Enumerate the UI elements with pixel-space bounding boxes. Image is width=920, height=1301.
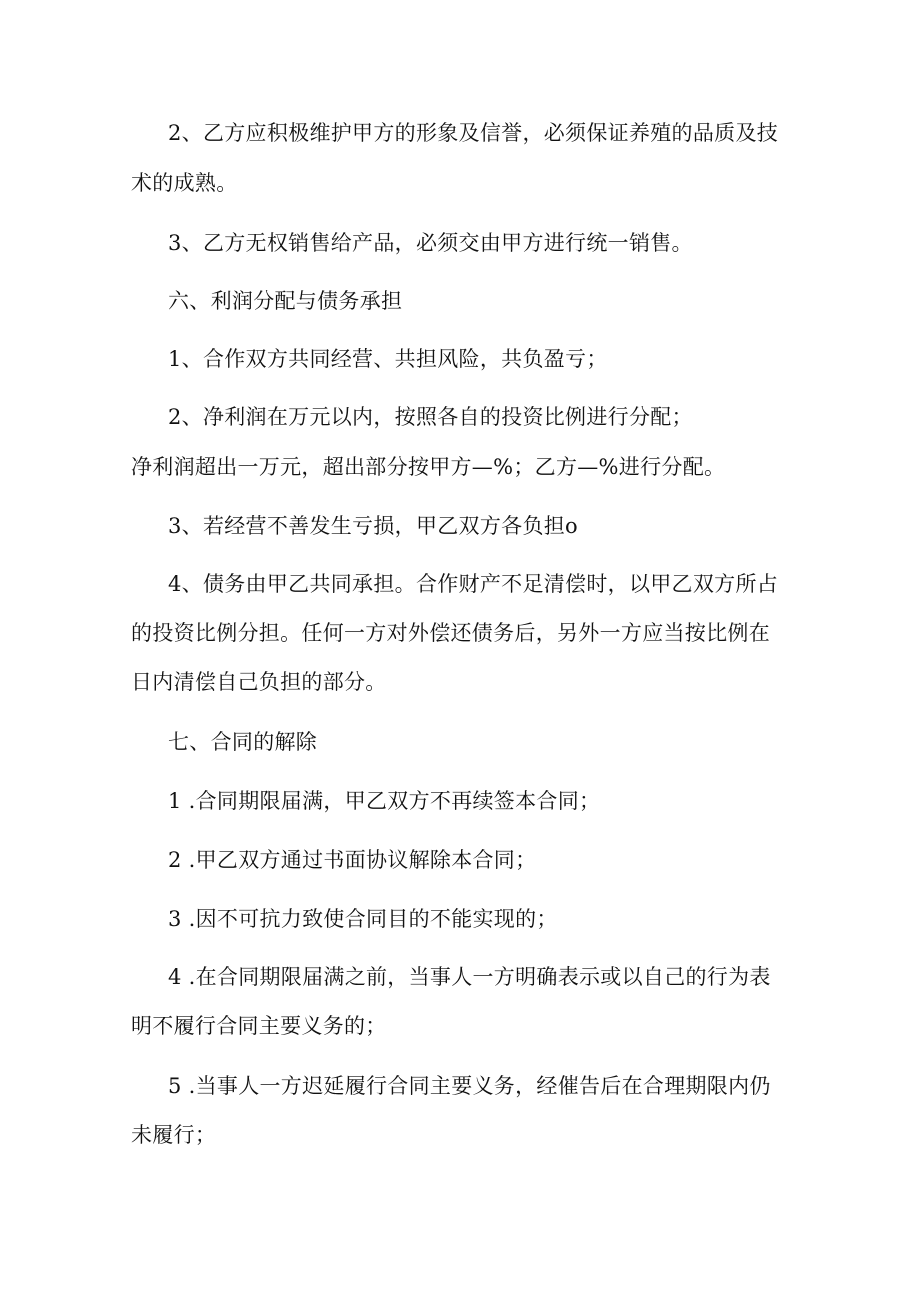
text-line: 3、乙方无权销售给产品，必须交由甲方进行统一销售。 [168,231,693,255]
text-line: 4、债务由甲乙共同承担。合作财产不足清偿时，以甲乙双方所占 [168,572,779,596]
text-line: 净利润超出一万元，超出部分按甲方—%；乙方—%进行分配。 [131,455,726,479]
text-line: 4 .在合同期限届满之前，当事人一方明确表示或以自己的行为表 [168,965,771,989]
text-line: 3 .因不可抗力致使合同目的不能实现的； [168,907,558,931]
text-line: 日内清偿自己负担的部分。 [131,670,387,694]
text-line: 的投资比例分担。任何一方对外偿还债务后，另外一方应当按比例在 [131,621,770,645]
section-heading: 六、利润分配与债务承担 [168,289,403,313]
text-line: 3、若经营不善发生亏损，甲乙双方各负担o [168,514,579,538]
text-line: 1、合作双方共同经营、共担风险，共负盈亏； [168,347,608,371]
text-line: 未履行； [131,1123,217,1147]
text-line: 明不履行合同主要义务的； [131,1014,387,1038]
text-line: 2、乙方应积极维护甲方的形象及信誉，必须保证养殖的品质及技 [168,121,779,145]
text-line: 2、净利润在万元以内，按照各自的投资比例进行分配； [168,405,693,429]
section-heading: 七、合同的解除 [168,730,318,754]
text-line: 1 .合同期限届满，甲乙双方不再续签本合同； [168,789,601,813]
text-line: 术的成熟。 [131,171,238,195]
text-line: 5 .当事人一方迟延履行合同主要义务，经催告后在合理期限内仍 [168,1074,771,1098]
text-line: 2 .甲乙双方通过书面协议解除本合同； [168,848,537,872]
